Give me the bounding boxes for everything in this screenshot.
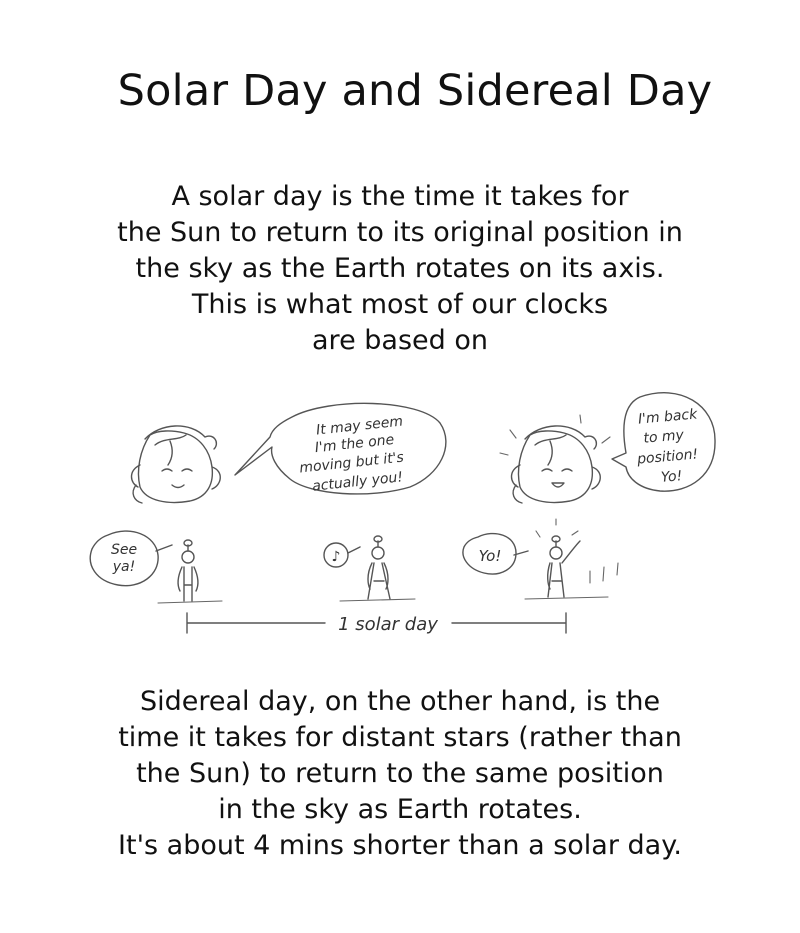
speech-line: moving but it's: [298, 449, 405, 477]
speech-line: actually you!: [311, 469, 404, 495]
solar-day-illustration: [0, 375, 800, 655]
paragraph-line: This is what most of our clocks: [191, 289, 609, 320]
paragraph-line: in the sky as Earth rotates.: [218, 794, 582, 825]
paragraph-line: It's about 4 mins shorter than a solar day.: [118, 830, 682, 861]
paragraph-line: A solar day is the time it takes for: [171, 181, 629, 212]
person-speech-bubble-right: [463, 534, 528, 574]
solar-day-timeline: [187, 613, 566, 635]
speech-line: Yo!: [478, 547, 502, 565]
speech-line: See: [110, 542, 138, 558]
speech-line: to my: [642, 427, 685, 447]
timeline-label: 1 solar day: [338, 614, 438, 635]
speech-line: ya!: [112, 559, 136, 575]
person-middle: [340, 536, 415, 601]
speech-line: Yo!: [660, 468, 683, 486]
paragraph-line: the sky as the Earth rotates on its axis.: [135, 253, 665, 284]
paragraph-line: the Sun to return to its original position in: [117, 217, 683, 248]
sidereal-day-paragraph: [0, 684, 800, 864]
person-left: [158, 540, 222, 603]
solar-day-paragraph: [0, 179, 800, 359]
sun-character-left: [132, 426, 221, 503]
sun-speech-bubble-right: [612, 393, 715, 491]
music-note: ♪: [331, 549, 341, 565]
paragraph-line: time it takes for distant stars (rather than: [118, 722, 682, 753]
speech-line: position!: [636, 446, 699, 468]
speech-line: It may seem: [315, 413, 404, 439]
sun-character-right: [500, 415, 610, 503]
speech-line: I'm the one: [314, 431, 395, 457]
page-title: Solar Day and Sidereal Day: [117, 66, 713, 116]
person-speech-bubble-middle: [324, 543, 360, 567]
paragraph-line: Sidereal day, on the other hand, is the: [139, 686, 661, 717]
sun-speech-bubble-left: [235, 403, 446, 494]
person-right: [525, 519, 618, 599]
paragraph-line: the Sun) to return to the same position: [136, 758, 664, 789]
paragraph-line: are based on: [312, 325, 488, 356]
person-speech-bubble-left: [90, 531, 172, 586]
speech-line: I'm back: [637, 406, 698, 428]
